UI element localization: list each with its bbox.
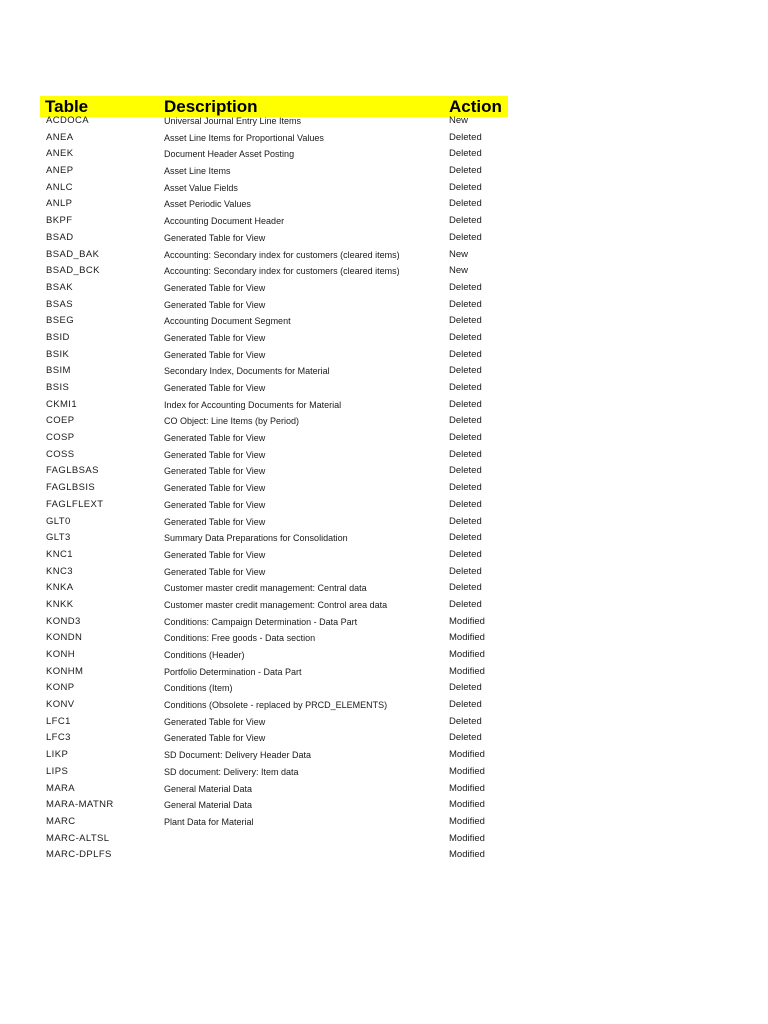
table-row <box>40 831 508 848</box>
description-cell: Conditions (Item) <box>164 683 233 694</box>
table-name-cell: ANEK <box>46 148 74 160</box>
action-cell: Deleted <box>449 281 482 293</box>
action-cell: Modified <box>449 632 485 644</box>
table-name-cell: KNC3 <box>46 565 73 577</box>
column-header-table: Table <box>45 97 89 116</box>
table-name-cell: MARC <box>46 815 76 827</box>
table-name-cell: BSEG <box>46 315 74 327</box>
action-cell: Deleted <box>449 148 482 160</box>
table-row <box>40 213 508 230</box>
table-name-cell: ANLP <box>46 198 73 210</box>
description-cell: SD document: Delivery: Item data <box>164 766 299 777</box>
table-row <box>40 280 508 297</box>
table-name-cell: ACDOCA <box>46 115 90 126</box>
description-cell: Conditions: Campaign Determination - Data Part <box>164 616 358 627</box>
table-row <box>40 413 508 430</box>
description-cell: General Material Data <box>164 783 253 794</box>
action-cell: Modified <box>449 615 485 627</box>
table-row <box>40 430 508 447</box>
description-cell: Generated Table for View <box>164 232 266 243</box>
description-cell: Conditions: Free goods - Data section <box>164 633 316 644</box>
description-cell: SD Document: Delivery Header Data <box>164 750 312 761</box>
action-cell: Deleted <box>449 682 482 694</box>
action-cell: Deleted <box>449 365 482 377</box>
table-row <box>40 847 508 864</box>
table-row <box>40 347 508 364</box>
table-name-cell: BSID <box>46 331 70 343</box>
table-row <box>40 680 508 697</box>
table-row <box>40 747 508 764</box>
column-header-action: Action <box>449 97 502 116</box>
description-cell: Generated Table for View <box>164 383 266 393</box>
action-cell: Modified <box>449 832 485 844</box>
table-row <box>40 247 508 264</box>
table-name-cell: ANEA <box>46 131 74 143</box>
action-cell: Deleted <box>449 198 482 210</box>
table-row <box>40 230 508 247</box>
table-name-cell: BSIS <box>46 382 70 393</box>
table-row <box>40 814 508 831</box>
description-cell: Index for Accounting Documents for Material <box>164 399 342 410</box>
action-cell: Deleted <box>449 131 482 143</box>
table-name-cell: FAGLBSIS <box>46 482 96 494</box>
action-cell: Deleted <box>449 315 482 327</box>
description-cell: Generated Table for View <box>164 716 266 727</box>
action-cell: Deleted <box>449 448 482 460</box>
table-name-cell: COEP <box>46 415 75 427</box>
table-row <box>40 447 508 464</box>
table-name-cell: KNKA <box>46 582 74 594</box>
description-cell: Conditions (Obsolete - replaced by PRCD_ELEMENTS) <box>164 700 388 711</box>
table-row <box>40 397 508 414</box>
description-cell: Generated Table for View <box>164 449 266 460</box>
table-row <box>40 580 508 597</box>
action-cell: Modified <box>449 849 485 861</box>
table-row <box>40 764 508 781</box>
table-row <box>40 297 508 314</box>
action-cell: Deleted <box>449 565 482 577</box>
table-row <box>40 180 508 197</box>
table-name-cell: BSAD <box>46 231 74 243</box>
table-row <box>40 697 508 714</box>
action-cell: Deleted <box>449 231 482 243</box>
table-row <box>40 730 508 747</box>
table-row <box>40 146 508 163</box>
table-row <box>40 380 508 397</box>
action-cell: Modified <box>449 765 485 777</box>
description-cell: Accounting: Secondary index for customers (cleared items) <box>164 249 400 260</box>
description-cell: Generated Table for View <box>164 499 266 510</box>
description-cell: Generated Table for View <box>164 282 266 293</box>
table-row <box>40 547 508 564</box>
table-row <box>40 564 508 581</box>
table-name-cell: LIPS <box>46 765 69 777</box>
description-cell: Document Header Asset Posting <box>164 149 295 160</box>
table-name-cell: FAGLBSAS <box>46 465 99 477</box>
table-row <box>40 330 508 347</box>
action-cell: Modified <box>449 799 485 811</box>
table-row <box>40 196 508 213</box>
table-row <box>40 647 508 664</box>
table-name-cell: FAGLFLEXT <box>46 498 104 510</box>
table-row <box>40 113 508 130</box>
table-row <box>40 163 508 180</box>
action-cell: New <box>449 115 469 126</box>
table-row <box>40 480 508 497</box>
table-name-cell: COSS <box>46 448 75 460</box>
table-row <box>40 514 508 531</box>
table-name-cell: BSAK <box>46 281 73 293</box>
description-cell: General Material Data <box>164 800 253 811</box>
table-name-cell: MARA <box>46 782 76 794</box>
description-cell: Generated Table for View <box>164 433 266 444</box>
table-name-cell: KONHM <box>46 665 84 677</box>
action-cell: Modified <box>449 665 485 677</box>
table-name-cell: BSIM <box>46 365 71 377</box>
table-name-cell: BSIK <box>46 348 70 360</box>
table-name-cell: MARC-DPLFS <box>46 849 112 861</box>
action-cell: Deleted <box>449 532 482 544</box>
table-name-cell: KNC1 <box>46 548 73 560</box>
action-cell: Deleted <box>449 165 482 177</box>
action-cell: Deleted <box>449 515 482 527</box>
table-name-cell: MARA-MATNR <box>46 799 114 811</box>
table-name-cell: KONDN <box>46 632 83 644</box>
table-name-cell: COSP <box>46 432 75 444</box>
table-row <box>40 130 508 147</box>
action-cell: Deleted <box>449 699 482 711</box>
action-cell: Deleted <box>449 398 482 410</box>
table-name-cell: KONP <box>46 682 75 694</box>
table-name-cell: LFC1 <box>46 715 71 727</box>
description-cell: CO Object: Line Items (by Period) <box>164 416 300 427</box>
table-name-cell: KOND3 <box>46 615 81 627</box>
table-row <box>40 664 508 681</box>
table-name-cell: LIKP <box>46 749 69 761</box>
table-name-cell: BKPF <box>46 215 73 227</box>
table-row <box>40 781 508 798</box>
action-cell: Modified <box>449 815 485 827</box>
table-body <box>40 113 508 864</box>
action-cell: Modified <box>449 782 485 794</box>
description-cell: Generated Table for View <box>164 733 266 744</box>
table-row <box>40 597 508 614</box>
description-cell: Universal Journal Entry Line Items <box>164 116 302 126</box>
action-cell: Modified <box>449 649 485 660</box>
table-name-cell: CKMI1 <box>46 398 78 410</box>
action-cell: Deleted <box>449 382 482 393</box>
action-cell: New <box>449 248 469 260</box>
action-cell: Deleted <box>449 465 482 477</box>
table-name-cell: KNKK <box>46 598 74 610</box>
action-cell: Deleted <box>449 582 482 594</box>
action-cell: Deleted <box>449 732 482 744</box>
spreadsheet-table <box>40 96 508 864</box>
action-cell: Deleted <box>449 348 482 360</box>
description-cell: Generated Table for View <box>164 566 266 577</box>
table-row <box>40 714 508 731</box>
table-row <box>40 313 508 330</box>
description-cell: Generated Table for View <box>164 332 266 343</box>
table-row <box>40 363 508 380</box>
column-header-description: Description <box>164 97 258 116</box>
table-row <box>40 797 508 814</box>
description-cell: Generated Table for View <box>164 549 266 560</box>
description-cell: Secondary Index, Documents for Material <box>164 366 330 377</box>
table-name-cell: ANLC <box>46 181 73 193</box>
description-cell: Asset Periodic Values <box>164 199 251 210</box>
table-name-cell: BSAD_BCK <box>46 265 100 277</box>
action-cell: Deleted <box>449 498 482 510</box>
description-cell: Generated Table for View <box>164 349 266 360</box>
action-cell: Deleted <box>449 432 482 444</box>
table-row <box>40 614 508 631</box>
action-cell: Deleted <box>449 181 482 193</box>
table-name-cell: BSAS <box>46 298 73 310</box>
action-cell: Deleted <box>449 482 482 494</box>
table-row <box>40 263 508 280</box>
description-cell: Customer master credit management: Control area data <box>164 599 388 610</box>
table-name-cell: KONH <box>46 649 76 660</box>
description-cell: Portfolio Determination - Data Part <box>164 666 302 677</box>
description-cell: Generated Table for View <box>164 466 266 477</box>
description-cell: Generated Table for View <box>164 299 266 310</box>
action-cell: Deleted <box>449 598 482 610</box>
description-cell: Generated Table for View <box>164 483 266 494</box>
description-cell: Accounting Document Segment <box>164 316 291 327</box>
table-name-cell: KONV <box>46 699 75 711</box>
action-cell: New <box>449 265 469 277</box>
description-cell: Plant Data for Material <box>164 816 254 827</box>
action-cell: Deleted <box>449 331 482 343</box>
description-cell: Accounting Document Header <box>164 216 285 227</box>
table-name-cell: BSAD_BAK <box>46 248 100 260</box>
table-name-cell: ANEP <box>46 165 74 177</box>
description-cell: Customer master credit management: Central data <box>164 583 367 594</box>
table-name-cell: MARC-ALTSL <box>46 832 110 844</box>
table-name-cell: GLT3 <box>46 532 71 544</box>
description-cell: Conditions (Header) <box>164 650 245 660</box>
description-cell: Asset Line Items for Proportional Values <box>164 132 324 143</box>
description-cell: Generated Table for View <box>164 516 266 527</box>
action-cell: Deleted <box>449 715 482 727</box>
description-cell: Accounting: Secondary index for customers (cleared items) <box>164 266 400 277</box>
table-row <box>40 530 508 547</box>
table-row <box>40 630 508 647</box>
action-cell: Deleted <box>449 548 482 560</box>
description-cell: Summary Data Preparations for Consolidation <box>164 533 348 544</box>
description-cell: Asset Line Items <box>164 166 231 177</box>
table-name-cell: LFC3 <box>46 732 71 744</box>
table-name-cell: GLT0 <box>46 515 71 527</box>
action-cell: Modified <box>449 749 485 761</box>
action-cell: Deleted <box>449 415 482 427</box>
action-cell: Deleted <box>449 298 482 310</box>
table-row <box>40 497 508 514</box>
description-cell: Asset Value Fields <box>164 182 238 193</box>
table-row <box>40 463 508 480</box>
action-cell: Deleted <box>449 215 482 227</box>
